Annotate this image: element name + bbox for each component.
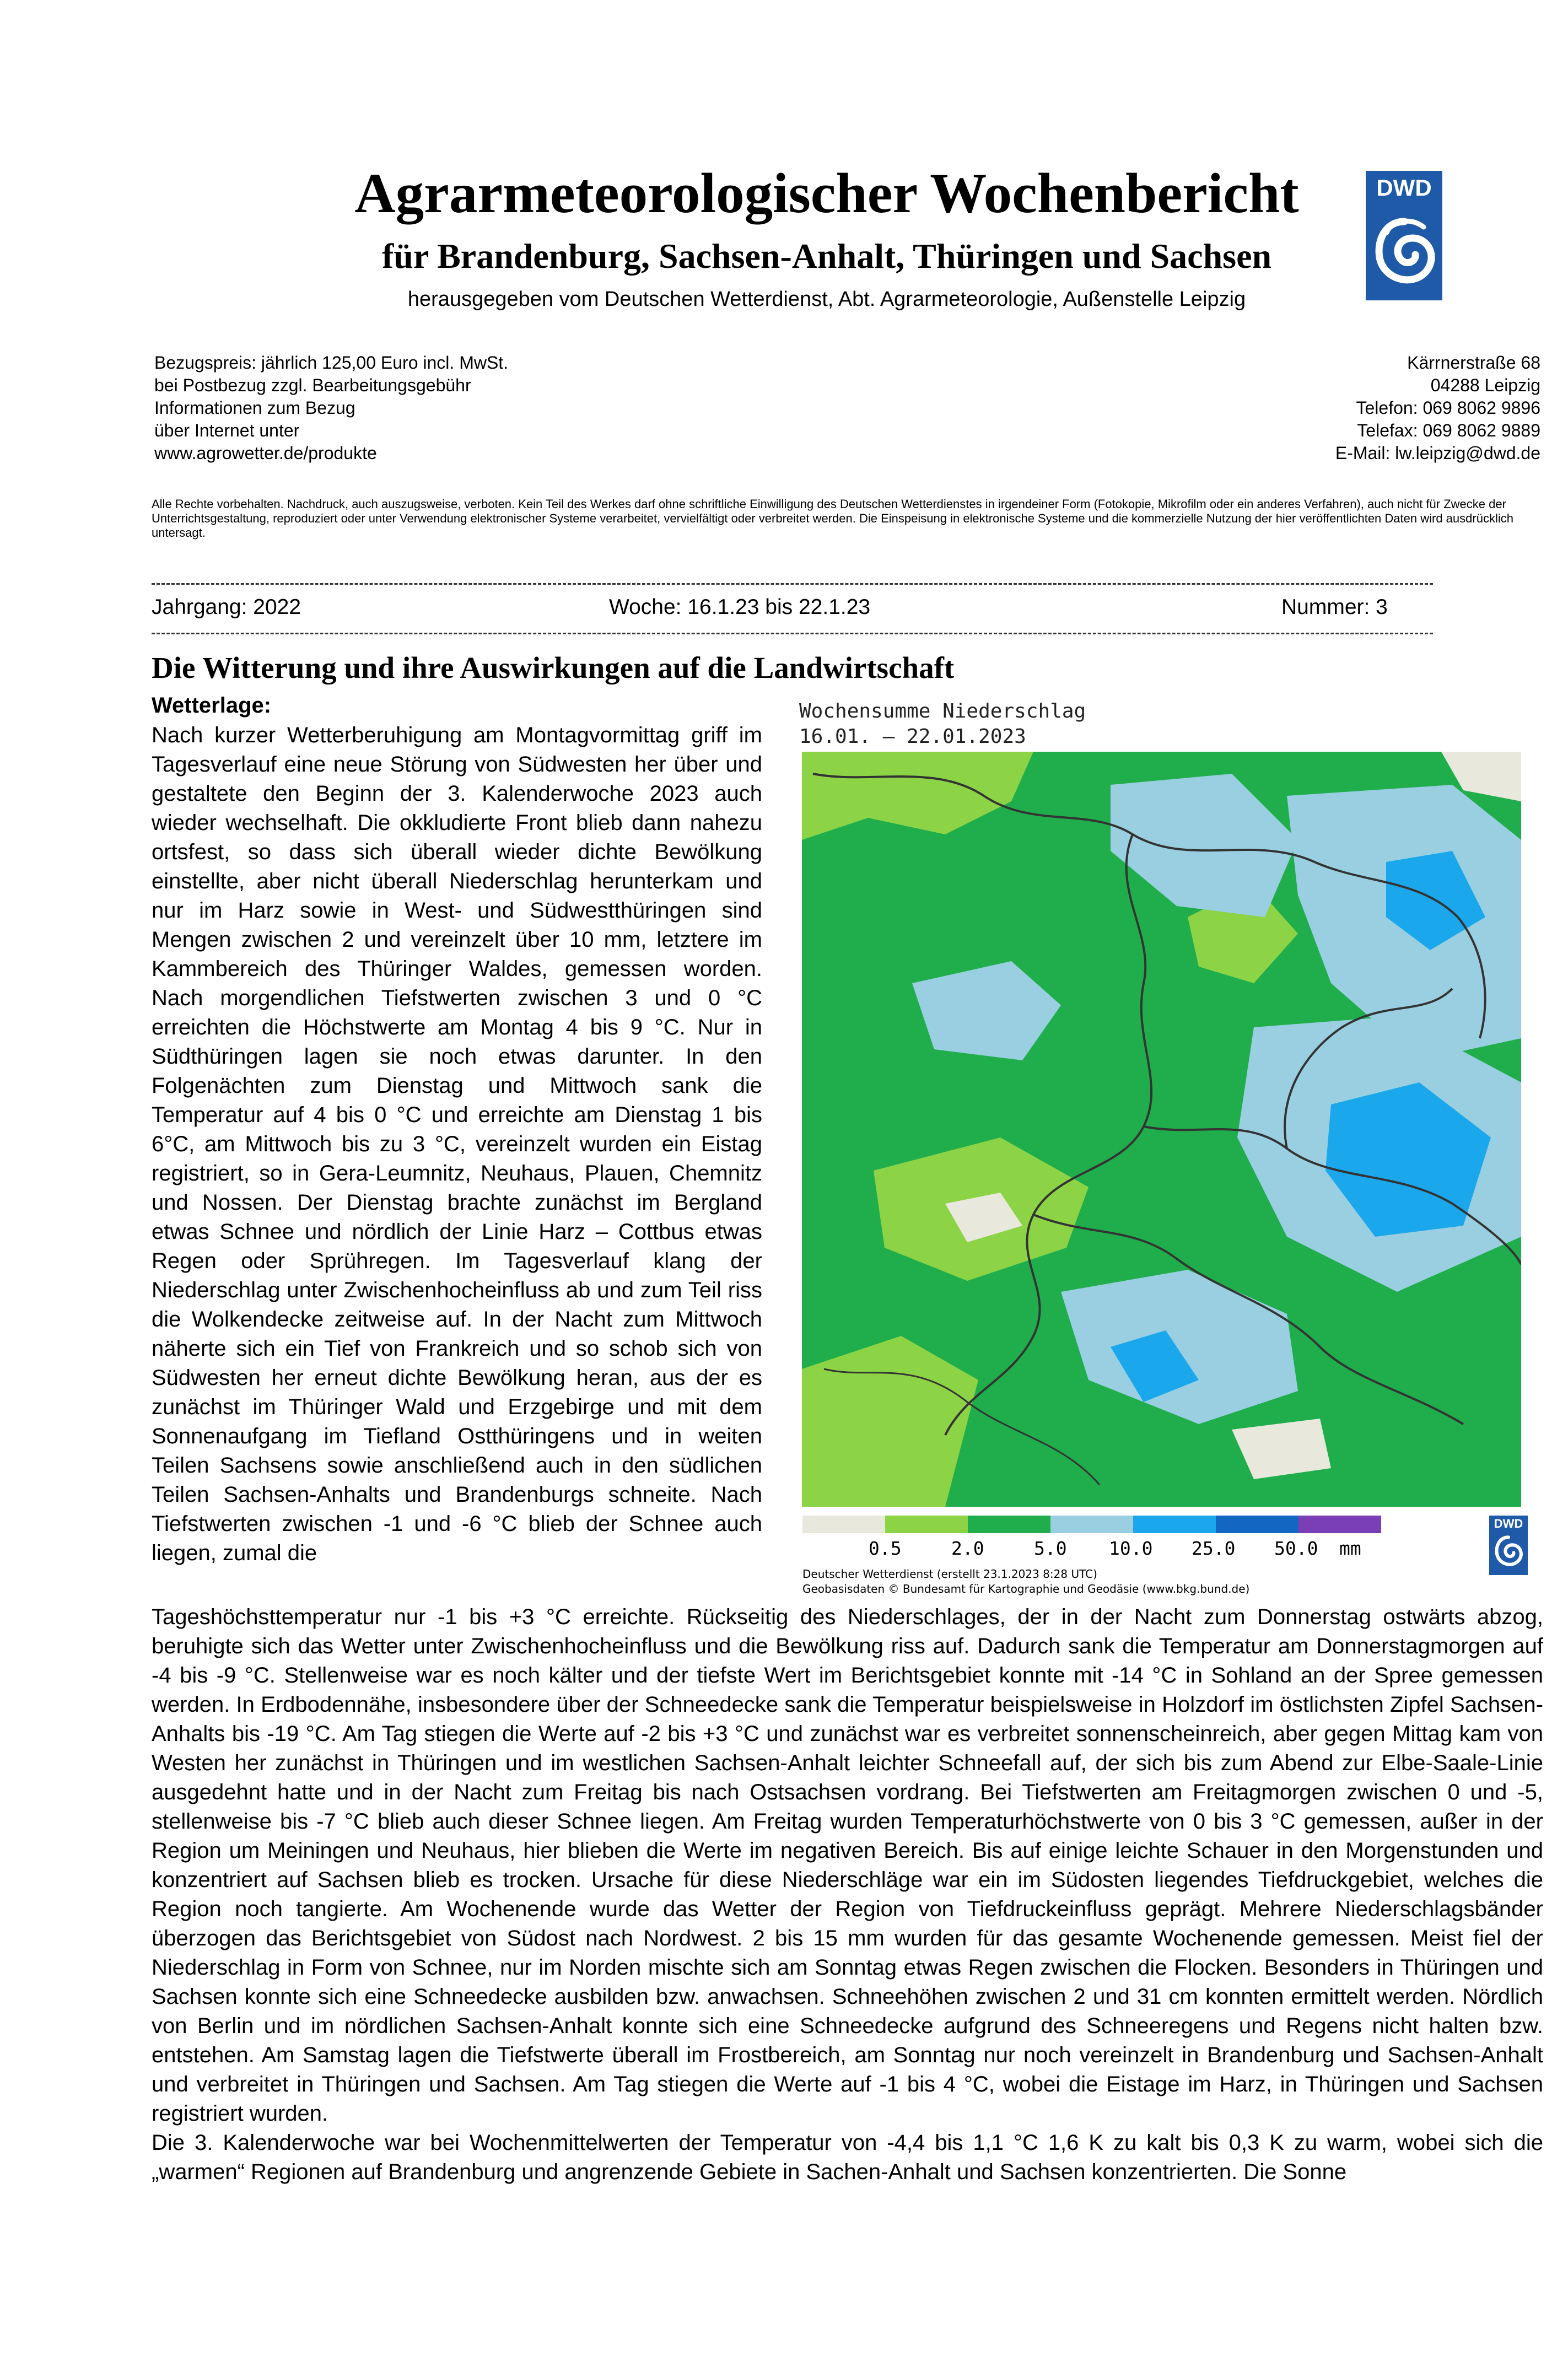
subscription-line: bei Postbezug zzgl. Bearbeitungsgebühr bbox=[154, 375, 471, 395]
map-credit bbox=[802, 1567, 1249, 1597]
header bbox=[309, 163, 1345, 311]
legend-unit: mm bbox=[1339, 1538, 1361, 1559]
map-legend bbox=[802, 1516, 1464, 1533]
dwd-small-logo bbox=[1489, 1516, 1528, 1575]
divider bbox=[152, 633, 1433, 634]
precipitation-map-figure bbox=[799, 699, 1543, 1614]
contact-line: Telefon: 069 8062 9896 bbox=[1356, 398, 1540, 418]
report-title: Agrarmeteorologischer Wochenbericht bbox=[354, 162, 1299, 225]
legend-swatch bbox=[1133, 1516, 1216, 1533]
legend-swatch bbox=[1298, 1516, 1381, 1533]
legend-label: 25.0 bbox=[1192, 1538, 1236, 1559]
legend-label: 50.0 bbox=[1274, 1538, 1318, 1559]
legend-label: 5.0 bbox=[1034, 1538, 1067, 1559]
publisher-line: herausgegeben vom Deutschen Wetterdienst, Abt. Agrarmeteorologie, Außenstelle Leipzig bbox=[407, 288, 1246, 311]
dwd-logo bbox=[1366, 171, 1442, 300]
subscription-line: über Internet unter bbox=[154, 421, 300, 440]
legend-label: 10.0 bbox=[1109, 1538, 1153, 1559]
woche: Woche: 16.1.23 bis 22.1.23 bbox=[609, 595, 871, 619]
subscription-line: Bezugspreis: jährlich 125,00 Euro incl. MwSt. bbox=[154, 353, 509, 373]
dwd-small-logo-text: DWD bbox=[1494, 1517, 1523, 1530]
paragraph-full bbox=[152, 1603, 1543, 2187]
rights-notice: Alle Rechte vorbehalten. Nachdruck, auch auszugsweise, verboten. Kein Teil des Werkes darf ohne schriftliche Einwilligung des Deutschen Wetterdienstes in irgendeiner Form (Fotokopie, Mikrofilm oder ein anderes Verfahren), auch nicht für Zwecke der Unterrichtsgestaltung, reproduziert oder unter Verwendung elektronischer Systeme verarbeitet, vervielfältigt oder verbreitet werden. Die Einspeisung in elektronische Systeme und die kommerzielle Nutzung der hier veröffentlichten Daten wird ausdrücklich untersagt. bbox=[152, 497, 1513, 540]
legend-swatch bbox=[968, 1516, 1050, 1533]
precipitation-map bbox=[802, 752, 1521, 1507]
paragraph-main: Tageshöchsttemperatur nur -1 bis +3 °C erreichte. Rückseitig des Niederschlages, der in der Nacht zum Donnerstag ostwärts abzog, beruhigte sich das Wetter unter Zwischenhocheinfluss und die Bewölkung riss auf. Dadurch sank die Temperatur am Donnerstagmorgen auf -4 bis -9 °C. Stellenweise war es noch kälter und der tiefste Wert im Berichtsgebiet konnte mit -14 °C in Sohland an der Spree gemessen werden. In Erdbodennähe, insbesondere über der Schneedecke sank die Temperatur beispielsweise in Holzdorf im östlichsten Zipfel Sachsen-Anhalts bis -19 °C. Am Tag stiegen die Werte auf -2 bis +3 °C und zunächst war es verbreitet sonnenscheinreich, aber gegen Mittag kam von Westen her zunächst in Thüringen und im westlichen Sachsen-Anhalt leichter Schneefall auf, der sich bis zum Abend zur Elbe-Saale-Linie ausgedehnt hatte und in der Nacht zum Freitag bis nach Ostsachsen vordrang. Bei Tiefstwerten am Freitagmorgen zwischen 0 und -5, stellenweise bis -7 °C blieb auch dieser Schnee liegen. Am Freitag wurden Temperaturhöchstwerte von 0 bis 3 °C gemessen, außer in der Region um Meiningen und Neuhaus, hier blieben die Werte im negativen Bereich. Bis auf einige leichte Schauer in den Morgenstunden und konzentriert auf Sachsen blieb es trocken. Ursache für diese Niederschläge war ein im Südosten liegendes Tiefdruckgebiet, welches die Region noch tangierte. Am Wochenende wurde das Wetter der Region von Tiefdruckeinfluss geprägt. Mehrere Niederschlagsbänder überzogen das Berichtsgebiet von Südost nach Nordwest. 2 bis 15 mm wurden für das gesamte Wochenende gemessen. Meist fiel der Niederschlag in Form von Schnee, nur im Norden mischte sich am Sonntag etwas Regen zwischen die Flocken. Besonders in Thüringen und Sachsen konnte sich eine Schneedecke ausbilden bzw. anwachsen. Schneehöhen zwischen 2 und 31 cm konnten ermittelt werden. Nördlich von Berlin und im nördlichen Sachsen-Anhalt konnte sich eine Schneedecke aufgrund des Schneeregens und Regens nicht halten bzw. entstehen. Am Samstag lagen die Tiefstwerte überall im Frostbereich, am Sonntag nur noch vereinzelt in Brandenburg und Sachsen-Anhalt und verbreitet in Thüringen und Sachsen. Am Tag stiegen die Werte auf -1 bis 4 °C, wobei die Eistage im Harz, in Thüringen und Sachsen registriert wurden. bbox=[152, 1605, 1543, 2126]
subscription-info bbox=[154, 352, 508, 465]
legend-swatch bbox=[802, 1516, 885, 1533]
map-title-line1: Wochensumme Niederschlag bbox=[799, 700, 1086, 723]
contact-email[interactable]: E-Mail: lw.leipzig@dwd.de bbox=[1335, 443, 1540, 463]
legend-label: 2.0 bbox=[951, 1538, 984, 1559]
map-credit-line: Deutscher Wetterdienst (erstellt 23.1.2023 8:28 UTC) bbox=[802, 1567, 1097, 1581]
map-title-line2: 16.01. – 22.01.2023 bbox=[799, 725, 1026, 748]
subscription-line: Informationen zum Bezug bbox=[154, 398, 355, 418]
jahrgang: Jahrgang: 2022 bbox=[152, 595, 301, 619]
subscription-link[interactable]: www.agrowetter.de/produkte bbox=[154, 443, 377, 463]
contact-line: Kärrnerstraße 68 bbox=[1407, 353, 1540, 373]
dwd-swirl-icon bbox=[1371, 211, 1437, 293]
dwd-swirl-icon bbox=[1492, 1532, 1525, 1571]
paragraph-column: Nach kurzer Wetterberuhigung am Montagvormittag griff im Tagesverlauf eine neue Störung von Südwesten her über und gestaltete den Beginn der 3. Kalenderwoche 2023 auch wieder wechselhaft. Die okkludierte Front blieb dann nahezu ortsfest, so dass sich überall wieder dichte Bewölkung einstellte, aber nicht überall Niederschlag herunterkam und nur im Harz sowie in West- und Südwestthüringen sind Mengen zwischen 2 und vereinzelt über 10 mm, letztere im Kammbereich des Thüringer Waldes, gemessen worden. Nach morgendlichen Tiefstwerten zwischen 3 und 0 °C erreichten die Höchstwerte am Montag 4 bis 9 °C. Nur in Südthüringen lagen sie noch etwas darunter. In den Folgenächten zum Dienstag und Mittwoch sank die Temperatur auf 4 bis 0 °C und erreichte am Dienstag 1 bis 6°C, am Mittwoch bis zu 3 °C, vereinzelt wurden ein Eistag registriert, so in Gera-Leumnitz, Neuhaus, Plauen, Chemnitz und Nossen. Der Dienstag brachte zunächst im Bergland etwas Schnee und nördlich der Linie Harz – Cottbus etwas Regen oder Sprühregen. Im Tagesverlauf klang der Niederschlag unter Zwischenhocheinfluss ab und zum Teil riss die Wolkendecke zeitweise auf. In der Nacht zum Mittwoch näherte sich ein Tief von Frankreich und so schob sich von Südwesten her erneut dichte Bewölkung heran, aus der es zunächst im Thüringer Wald und Erzgebirge und mit dem Sonnenaufgang im Tiefland Ostthüringens und in weiten Teilen Sachsens sowie anschließend auch in den südlichen Teilen Sachsen-Anhalts und Brandenburgs schneite. Nach Tiefstwerten zwischen -1 und -6 °C blieb der Schnee auch liegen, zumal die bbox=[152, 723, 762, 1565]
contact-line: Telefax: 069 8062 9889 bbox=[1357, 421, 1540, 440]
dwd-logo-text: DWD bbox=[1376, 175, 1432, 201]
map-title bbox=[799, 699, 1086, 750]
legend-swatch bbox=[1216, 1516, 1298, 1533]
section-title: Die Witterung und ihre Auswirkungen auf die Landwirtschaft bbox=[152, 651, 955, 684]
legend-swatch bbox=[1050, 1516, 1133, 1533]
paragraph-summary: Die 3. Kalenderwoche war bei Wochenmittelwerten der Temperatur von -4,4 bis 1,1 °C 1,6 K zu kalt bis 0,3 K zu warm, wobei sich die „warmen“ Regionen auf Brandenburg und angrenzende Gebiete in Sachen-Anhalt und Sachsen konzentrierten. Die Sonne bbox=[152, 2131, 1543, 2184]
contact-line: 04288 Leipzig bbox=[1430, 375, 1540, 395]
legend-swatch bbox=[885, 1516, 968, 1533]
report-subtitle: für Brandenburg, Sachsen-Anhalt, Thüringen und Sachsen bbox=[381, 236, 1272, 276]
legend-label: 0.5 bbox=[869, 1538, 902, 1559]
divider bbox=[152, 583, 1433, 585]
map-credit-line: Geobasisdaten © Bundesamt für Kartographie und Geodäsie (www.bkg.bund.de) bbox=[802, 1582, 1250, 1595]
subheading-wetterlage: Wetterlage: bbox=[152, 693, 272, 718]
nummer: Nummer: 3 bbox=[1281, 595, 1388, 619]
contact-info bbox=[1213, 352, 1540, 465]
